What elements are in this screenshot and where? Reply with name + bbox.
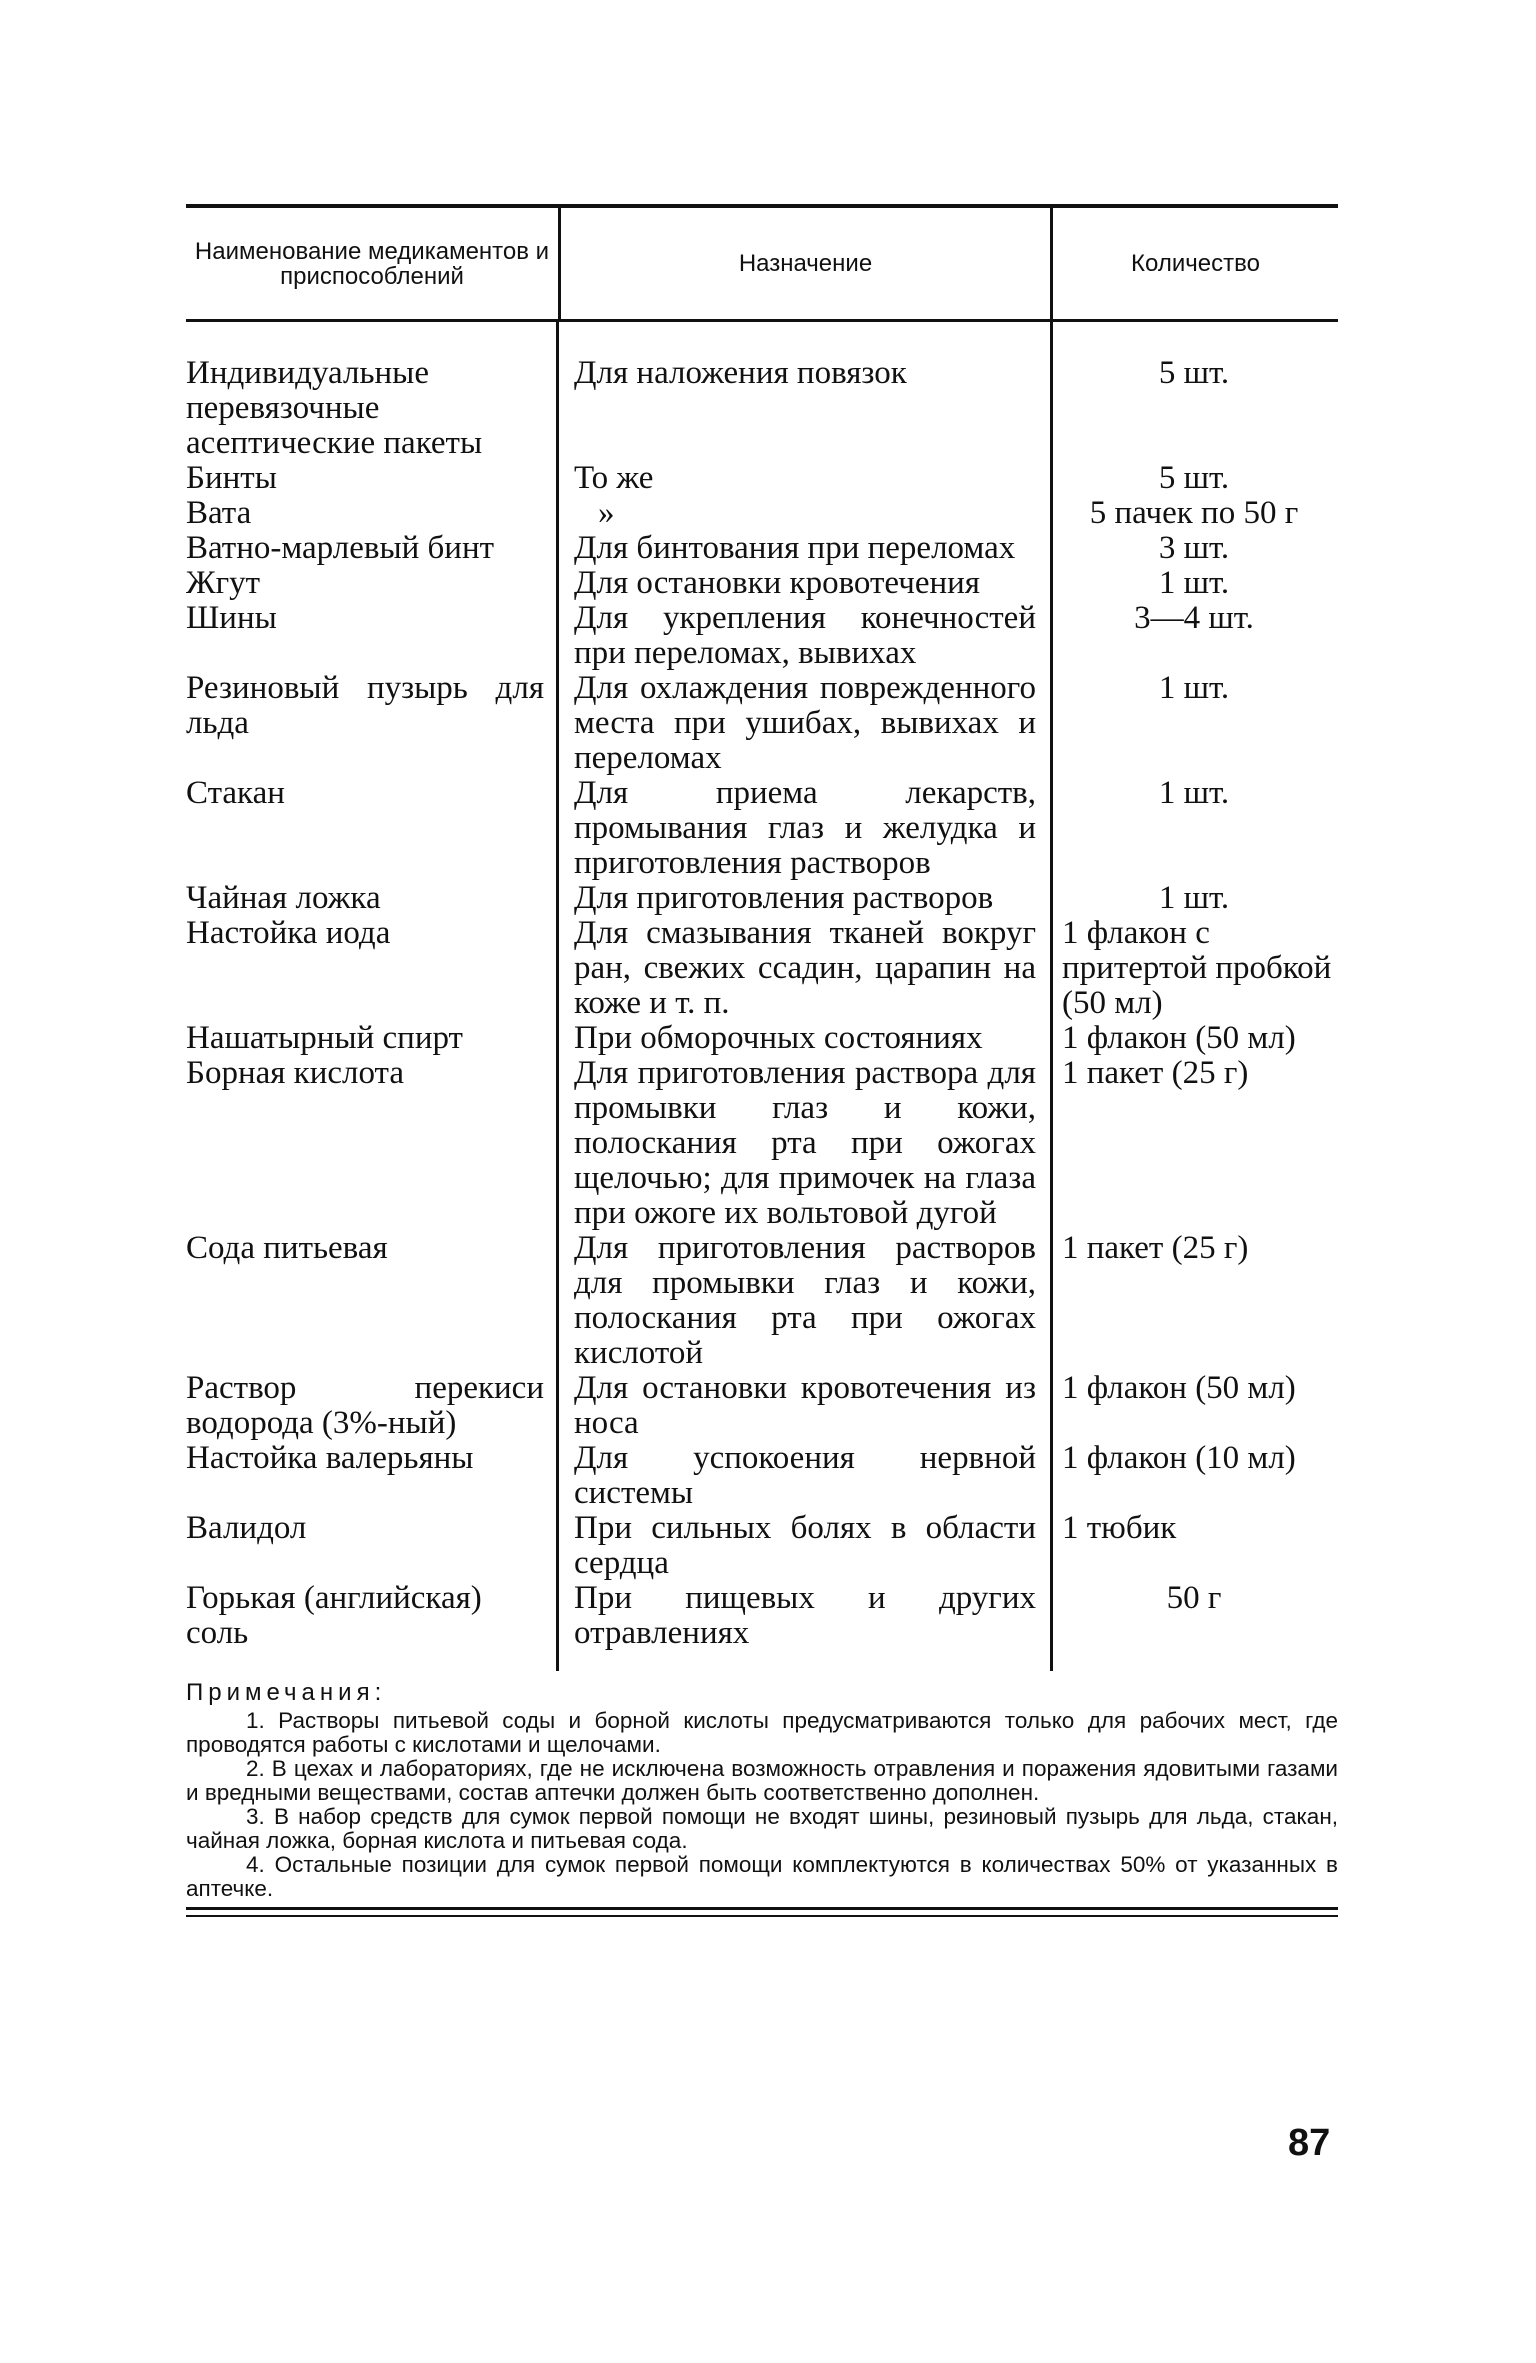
item-quantity: 1 флакон (50 мл) [1062, 1370, 1296, 1406]
item-purpose: » [598, 495, 615, 531]
item-name: Бинты [186, 460, 277, 496]
item-purpose: Для успокоения нервной системы [574, 1440, 1036, 1511]
item-name: Вата [186, 495, 252, 531]
item-quantity: 50 г [1166, 1580, 1222, 1616]
item-quantity: 1 флакон (10 мл) [1062, 1440, 1296, 1476]
table-row [186, 1581, 1338, 1651]
item-name: Шины [186, 600, 277, 636]
item-quantity: 1 пакет (25 г) [1062, 1055, 1249, 1091]
column-divider [556, 322, 559, 1671]
page-number: 87 [1288, 2122, 1331, 2164]
table-row [186, 1511, 1338, 1581]
table-row [186, 461, 1338, 496]
table-row [186, 881, 1338, 916]
bottom-rule [186, 1907, 1338, 1910]
header-purpose: Назначение [558, 208, 1050, 319]
item-quantity: 1 шт. [1158, 565, 1230, 601]
item-name: Настойка валерьяны [186, 1440, 474, 1476]
table-row [186, 1021, 1338, 1056]
table-row [186, 356, 1338, 461]
table-row [186, 531, 1338, 566]
header-quantity: Количество [1050, 208, 1338, 319]
item-quantity: 1 флакон с притертой пробкой (50 мл) [1062, 915, 1332, 1021]
item-purpose: То же [574, 460, 654, 496]
item-name: Стакан [186, 775, 285, 811]
table-body [186, 322, 1338, 1671]
item-quantity: 1 тюбик [1062, 1510, 1177, 1546]
table-row [186, 1231, 1338, 1371]
note-item: 3. В набор средств для сумок первой помощи не входят шины, резиновый пузырь для льда, стакан, чайная ложка, борная кислота и питьевая сода. [186, 1804, 1338, 1853]
item-purpose: Для бинтования при переломах [574, 530, 1016, 566]
item-quantity: 1 шт. [1158, 880, 1230, 916]
item-purpose: Для остановки кровотечения из носа [574, 1370, 1036, 1441]
item-purpose: Для охлаждения поврежденного места при ушибах, вывихах и переломах [574, 670, 1036, 776]
item-quantity: 5 шт. [1158, 355, 1230, 391]
notes-title: Примечания: [186, 1679, 387, 1706]
item-purpose: Для смазывания тканей вокруг ран, свежих ссадин, царапин на коже и т. п. [574, 915, 1036, 1021]
table-row [186, 916, 1338, 1021]
item-quantity: 1 флакон (50 мл) [1062, 1020, 1296, 1056]
item-purpose: При пищевых и других отравлениях [574, 1580, 1036, 1651]
item-quantity: 1 шт. [1158, 775, 1230, 811]
note-item: 1. Растворы питьевой соды и борной кислоты предусматриваются только для рабочих мест, где проводятся работы с кислотами и щелочами. [186, 1708, 1338, 1757]
item-name: Горькая (английская) соль [186, 1580, 482, 1651]
column-divider [1050, 322, 1053, 1671]
item-name: Сода питьевая [186, 1230, 388, 1266]
document-page [186, 204, 1338, 1917]
item-quantity: 1 шт. [1158, 670, 1230, 706]
item-purpose: Для приготовления растворов [574, 880, 994, 916]
item-name: Ватно-марлевый бинт [186, 530, 495, 566]
item-purpose: Для укрепления конечностей при переломах, вывихах [574, 600, 1036, 671]
item-name: Жгут [186, 565, 261, 601]
item-purpose: Для приготовления раствора для промывки глаз и кожи, полоскания рта при ожогах щелочью; для примочек на глаза при ожоге их вольтовой дугой [574, 1055, 1036, 1231]
table-row [186, 671, 1338, 776]
table-row [186, 1441, 1338, 1511]
table-row [186, 601, 1338, 671]
item-name: Валидол [186, 1510, 307, 1546]
item-name: Раствор перекиси водорода (3%-ный) [186, 1370, 544, 1441]
item-purpose: При сильных болях в области сердца [574, 1510, 1036, 1581]
item-name: Индивидуальные перевязочные асептические пакеты [186, 355, 483, 461]
item-quantity: 3 шт. [1158, 530, 1230, 566]
table-row [186, 1056, 1338, 1231]
table-row [186, 776, 1338, 881]
item-purpose: При обморочных состояниях [574, 1020, 983, 1056]
table-row [186, 566, 1338, 601]
note-item: 2. В цехах и лабораториях, где не исключена возможность отравления и поражения ядовитыми газами и вредными веществами, состав аптечки должен быть соответственно дополнен. [186, 1756, 1338, 1805]
bottom-rule-thin [186, 1915, 1338, 1917]
item-purpose: Для остановки кровотечения [574, 565, 980, 601]
item-name: Борная кислота [186, 1055, 405, 1091]
item-name: Настойка иода [186, 915, 391, 951]
table-header [186, 208, 1338, 319]
header-name: Наименование медикаментов и приспособлений [194, 237, 550, 290]
note-item: 4. Остальные позиции для сумок первой помощи комплектуются в количествах 50% от указанных в аптечке. [186, 1852, 1338, 1901]
item-name: Резиновый пузырь для льда [186, 670, 544, 741]
item-name: Чайная ложка [186, 880, 381, 916]
item-name: Нашатырный спирт [186, 1020, 463, 1056]
table-row [186, 496, 1338, 531]
notes [186, 1681, 1338, 1907]
item-quantity: 1 пакет (25 г) [1062, 1230, 1249, 1266]
item-purpose: Для приема лекарств, промывания глаз и желудка и приготовления растворов [574, 775, 1036, 881]
item-purpose: Для приготовления растворов для промывки глаз и кожи, полоскания рта при ожогах кислотой [574, 1230, 1036, 1371]
item-purpose: Для наложения повязок [574, 355, 907, 391]
item-quantity: 5 шт. [1158, 460, 1230, 496]
item-quantity: 5 пачек по 50 г [1089, 495, 1299, 531]
table-row [186, 1371, 1338, 1441]
item-quantity: 3—4 шт. [1134, 600, 1254, 636]
